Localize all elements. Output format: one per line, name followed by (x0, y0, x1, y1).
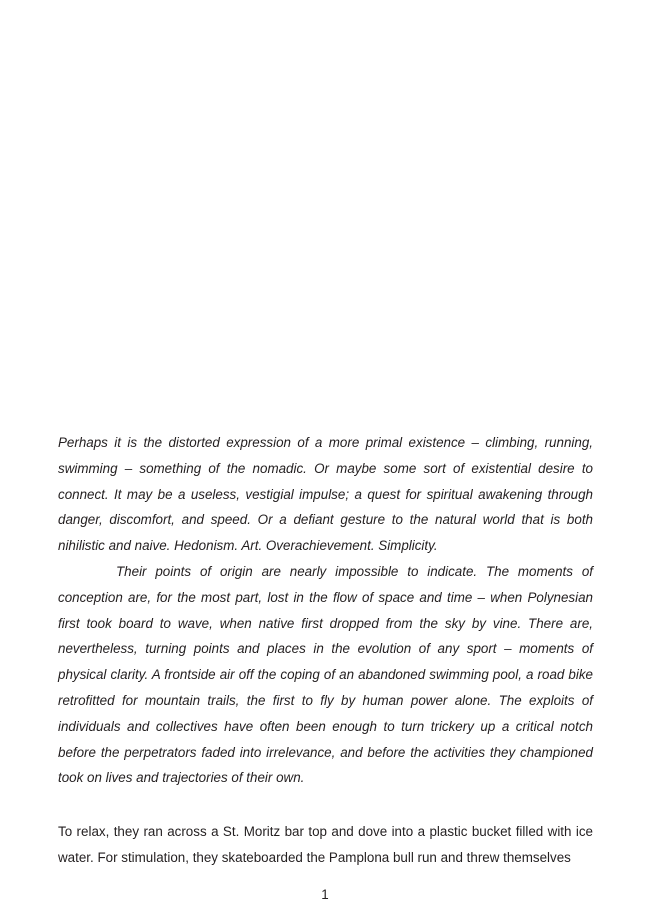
intro-paragraph: Perhaps it is the distorted expression of a more primal existence – climbing, running, swimming – something of the nomadic. Or maybe some sort of existential desire to connect. It may be a useless, vestigial impulse; a quest for spiritual awakening through danger, discomfort, and speed. Or a defiant gesture to the natural world that is both nihilistic and naive. Hedonism. Art. Overachievement. Simplicity. (58, 435, 593, 554)
italic-text-block (58, 430, 593, 791)
page-number: 1 (321, 887, 329, 902)
body-paragraph: To relax, they ran across a St. Moritz bar top and dove into a plastic bucket filled with ice water. For stimulation, they skateboarded the Pamplona bull run and threw themselves (58, 824, 593, 865)
origins-paragraph: Their points of origin are nearly impossible to indicate. The moments of conception are, for the most part, lost in the flow of space and time – when Polynesian first took board to wave, when native first dropped from the sky by vine. There are, nevertheless, turning points and places in the evolution of any sport – moments of physical clarity. A frontside air off the coping of an abandoned swimming pool, a road bike retrofitted for mountain trails, the first to fly by human power alone. The exploits of individuals and collectives have often been enough to turn trickery up a critical notch before the perpetrators faded into irrelevance, and before the activities they championed took on lives and trajectories of their own. (58, 563, 593, 786)
body-text-block (58, 819, 593, 871)
